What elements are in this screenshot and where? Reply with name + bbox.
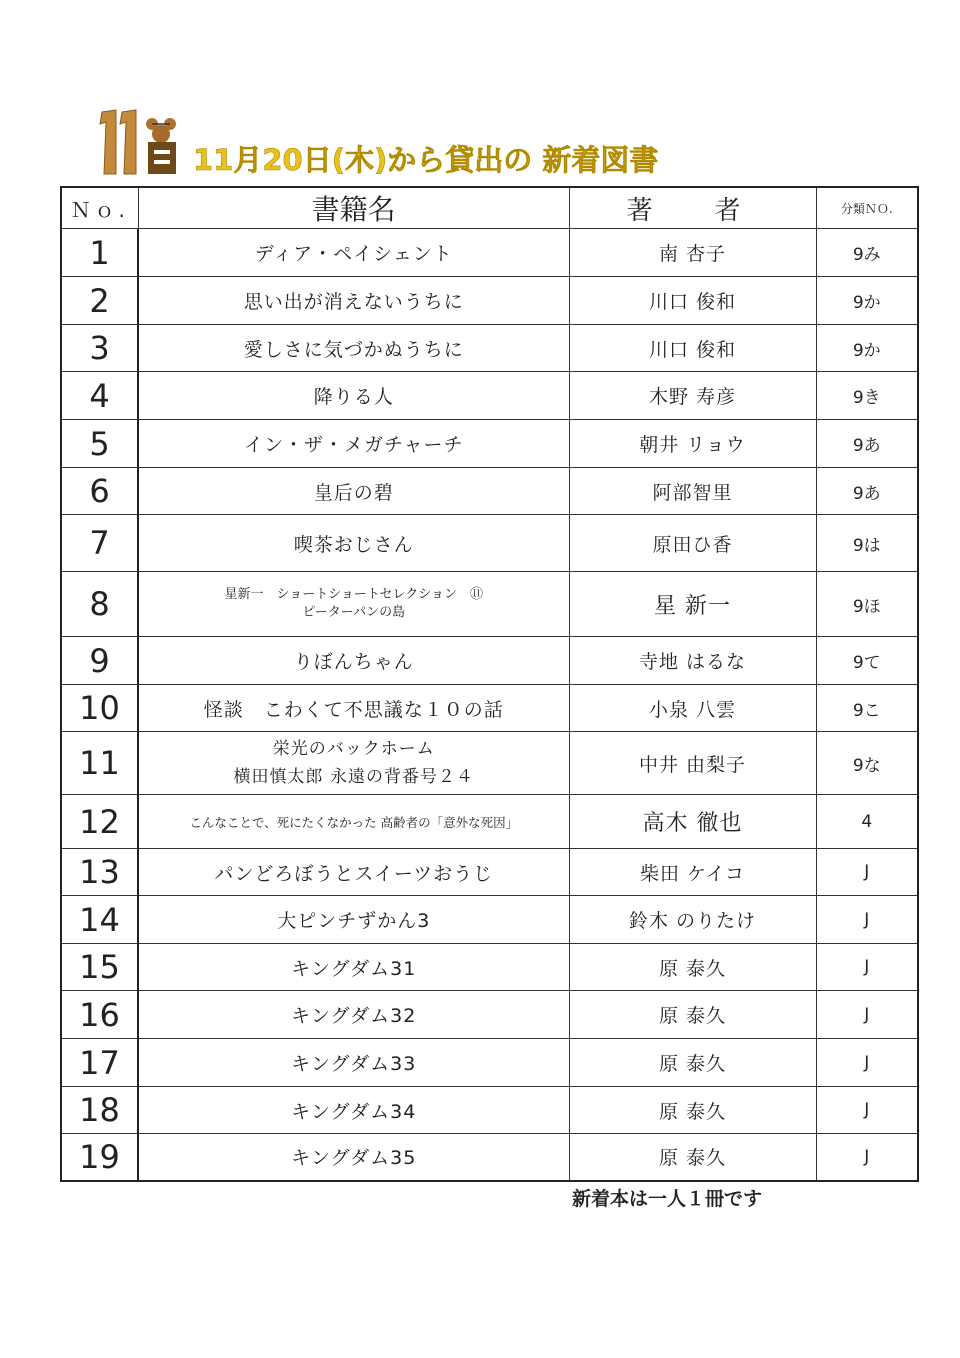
table-row: [61, 637, 918, 685]
author: 原 泰久: [569, 1087, 816, 1134]
author: 原 泰久: [569, 944, 816, 991]
book-title: イン・ザ・メガチャーチ: [244, 434, 464, 456]
classification: 9て: [816, 637, 918, 685]
row-number: 18: [61, 1087, 138, 1134]
table-row: [61, 420, 918, 468]
row-number: 4: [61, 372, 138, 420]
book-title: キングダム31: [291, 957, 417, 980]
table-row: [61, 1039, 918, 1087]
row-number: 2: [61, 277, 138, 325]
book-title: 皇后の碧: [313, 481, 394, 504]
author: 星 新一: [569, 572, 816, 637]
author: 南 杏子: [569, 229, 816, 277]
header-title: 書籍名: [138, 187, 569, 229]
row-number: 12: [61, 795, 138, 849]
classification: J: [816, 849, 918, 896]
book-title: キングダム35: [291, 1147, 417, 1170]
book-title-cell: [138, 1087, 569, 1134]
table-row: [61, 685, 918, 732]
row-number: 7: [61, 515, 138, 572]
book-title-cell: [138, 896, 569, 944]
book-title: ディア・ペイシェント: [254, 243, 453, 265]
row-number: 8: [61, 572, 138, 637]
table-row: [61, 325, 918, 372]
table-row: [61, 944, 918, 991]
book-title-cell: [138, 515, 569, 572]
author: 原田ひ香: [569, 515, 816, 572]
table-row: [61, 732, 918, 795]
book-title: 怪談 こわくて不思議な１０の話: [203, 698, 504, 721]
classification: J: [816, 1039, 918, 1087]
classification: 9ほ: [816, 572, 918, 637]
month-11-logo-icon: [96, 104, 188, 176]
row-number: 13: [61, 849, 138, 896]
book-title: 愛しさに気づかぬうちに: [243, 338, 464, 361]
book-title-cell: [138, 325, 569, 372]
table-row: [61, 468, 918, 515]
classification: 9こ: [816, 685, 918, 732]
author: 木野 寿彦: [569, 372, 816, 420]
row-number: 11: [61, 732, 138, 795]
book-title-cell: [138, 685, 569, 732]
book-title: キングダム34: [291, 1100, 417, 1123]
table-row: [61, 991, 918, 1039]
classification: 4: [816, 795, 918, 849]
author: 川口 俊和: [569, 325, 816, 372]
loan-limit-note: 新着本は一人１冊です: [572, 1188, 763, 1210]
book-title: りぼんちゃん: [293, 651, 414, 673]
author: 寺地 はるな: [569, 637, 816, 685]
table-row: [61, 372, 918, 420]
header-no: Ｎｏ.: [61, 187, 138, 229]
book-title-cell: [138, 1039, 569, 1087]
table-row: [61, 515, 918, 572]
row-number: 9: [61, 637, 138, 685]
book-title: こんなことで、死にたくなかった 高齢者の「意外な死因」: [189, 814, 519, 830]
classification: 9あ: [816, 420, 918, 468]
page-title: 11月20日(木)から貸出の 新着図書: [193, 143, 659, 177]
author: 原 泰久: [569, 991, 816, 1039]
author: 鈴木 のりたけ: [569, 896, 816, 944]
book-title-cell: [138, 420, 569, 468]
table-header-row: [61, 187, 918, 229]
row-number: 15: [61, 944, 138, 991]
row-number: 16: [61, 991, 138, 1039]
classification: 9あ: [816, 468, 918, 515]
book-title-cell: [138, 732, 569, 795]
table-row: [61, 277, 918, 325]
book-title: 大ピンチずかん3: [277, 910, 431, 932]
author: 川口 俊和: [569, 277, 816, 325]
book-title: パンどろぼうとスイーツおうじ: [214, 862, 494, 885]
row-number: 1: [61, 229, 138, 277]
new-books-table: [60, 186, 919, 1182]
classification: J: [816, 1087, 918, 1134]
table-row: [61, 795, 918, 849]
book-subtitle: ピーターパンの島: [302, 605, 406, 620]
classification: 9き: [816, 372, 918, 420]
book-title-cell: [138, 849, 569, 896]
book-title-cell: [138, 637, 569, 685]
author: 中井 由梨子: [569, 732, 816, 795]
table-row: [61, 896, 918, 944]
classification: J: [816, 896, 918, 944]
row-number: 5: [61, 420, 138, 468]
row-number: 10: [61, 685, 138, 732]
classification: J: [816, 944, 918, 991]
book-title-cell: [138, 468, 569, 515]
table-row: [61, 1134, 918, 1181]
book-title: 喫茶おじさん: [293, 533, 414, 556]
book-title-cell: [138, 277, 569, 325]
row-number: 19: [61, 1134, 138, 1181]
book-title: キングダム33: [291, 1053, 417, 1075]
row-number: 17: [61, 1039, 138, 1087]
table-row: [61, 849, 918, 896]
classification: 9は: [816, 515, 918, 572]
book-title-cell: [138, 372, 569, 420]
book-title-cell: [138, 991, 569, 1039]
row-number: 6: [61, 468, 138, 515]
author: 原 泰久: [569, 1039, 816, 1087]
book-title-cell: [138, 795, 569, 849]
author: 阿部智里: [569, 468, 816, 515]
book-title: キングダム32: [291, 1005, 417, 1027]
row-number: 14: [61, 896, 138, 944]
book-subtitle: 横田慎太郎 永遠の背番号２４: [233, 767, 474, 787]
classification: 9か: [816, 325, 918, 372]
book-title: 栄光のバックホーム: [272, 739, 435, 759]
book-title-cell: [138, 1134, 569, 1181]
table-row: [61, 1087, 918, 1134]
table-row: [61, 572, 918, 637]
row-number: 3: [61, 325, 138, 372]
book-title: 思い出が消えないうちに: [243, 291, 464, 313]
classification: 9か: [816, 277, 918, 325]
book-title-cell: [138, 944, 569, 991]
author: 高木 徹也: [569, 795, 816, 849]
header-classification: 分類ＮＯ.: [816, 187, 918, 229]
book-title: 降りる人: [313, 386, 394, 408]
author: 原 泰久: [569, 1134, 816, 1181]
table-row: [61, 229, 918, 277]
book-title-cell: [138, 229, 569, 277]
classification: J: [816, 1134, 918, 1181]
author: 朝井 リョウ: [569, 420, 816, 468]
author: 小泉 八雲: [569, 685, 816, 732]
book-title: 星新一 ショートショートセレクション ⑪: [224, 587, 484, 602]
header-author: 著 者: [569, 187, 816, 229]
classification: 9な: [816, 732, 918, 795]
classification: 9み: [816, 229, 918, 277]
classification: J: [816, 991, 918, 1039]
book-title-cell: [138, 572, 569, 637]
author: 柴田 ケイコ: [569, 849, 816, 896]
